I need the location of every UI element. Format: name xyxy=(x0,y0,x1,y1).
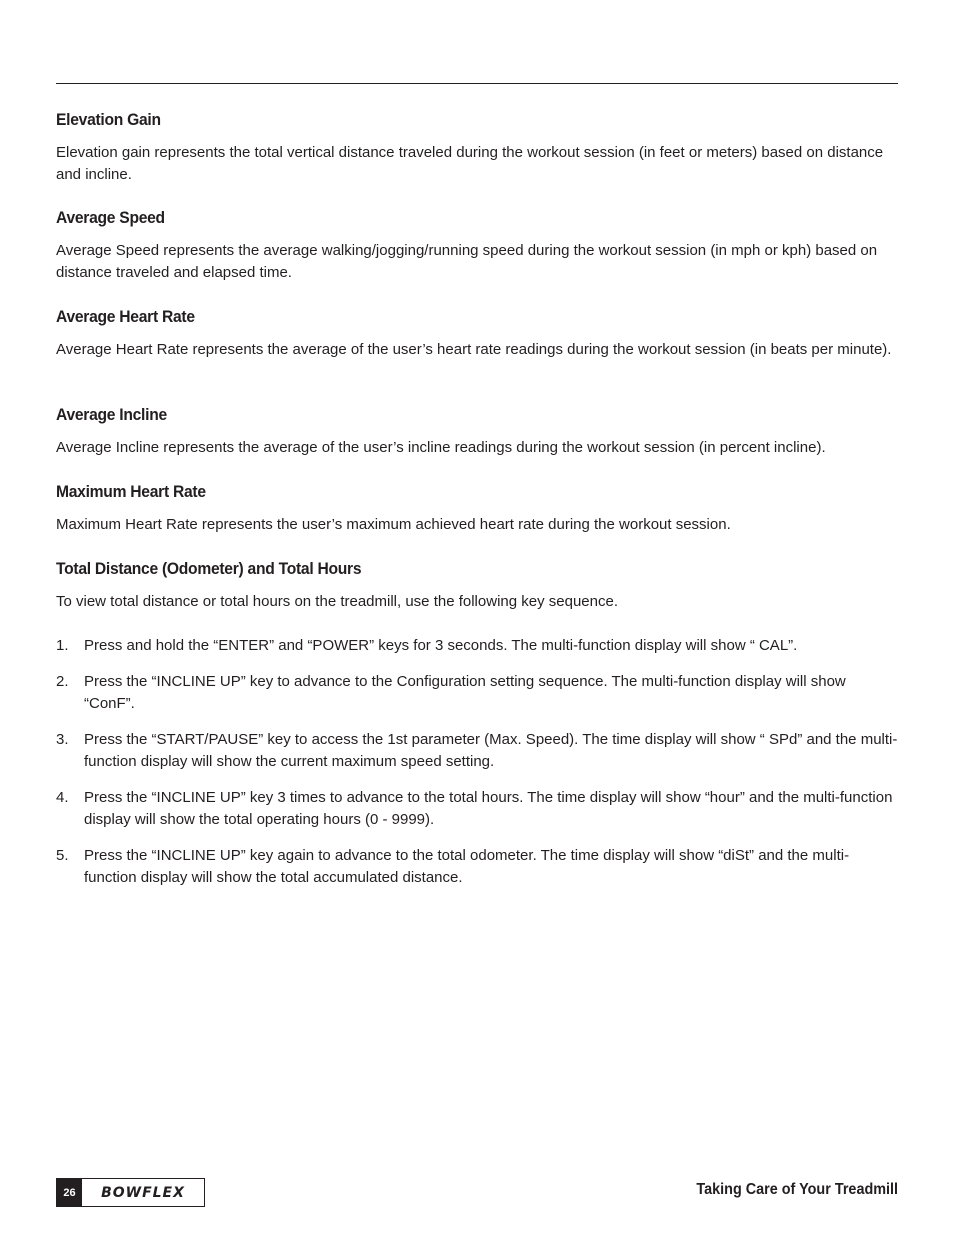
section-average-heart-rate xyxy=(56,307,898,361)
step-text: Press and hold the “ENTER” and “POWER” keys for 3 seconds. The multi-function display will show “ CAL”. xyxy=(84,637,798,654)
list-item xyxy=(56,787,898,831)
section-heading: Average Speed xyxy=(56,208,165,227)
step-text: Press the “INCLINE UP” key again to advance to the total odometer. The time display will show “diSt” and the multi-function display will show the total accumulated distance. xyxy=(84,847,850,886)
section-body: Elevation gain represents the total vertical distance traveled during the workout session (in feet or meters) based on distance and incline. xyxy=(56,144,884,183)
list-item xyxy=(56,729,898,773)
section-body: To view total distance or total hours on the treadmill, use the following key sequence. xyxy=(56,593,618,610)
key-sequence-list xyxy=(56,635,898,903)
step-text: Press the “START/PAUSE” key to access the 1st parameter (Max. Speed). The time display will show “ SPd” and the multi-function display will show the current maximum speed setting. xyxy=(84,731,898,770)
section-body: Average Speed represents the average walking/jogging/running speed during the workout session (in mph or kph) based on distance traveled and elapsed time. xyxy=(56,242,878,281)
section-body: Average Incline represents the average of the user’s incline readings during the workout session (in percent incline). xyxy=(56,439,826,456)
section-elevation-gain xyxy=(56,110,898,186)
section-total-distance xyxy=(56,559,898,613)
step-text: Press the “INCLINE UP” key to advance to the Configuration setting sequence. The multi-function display will show “ConF”. xyxy=(84,673,846,712)
section-body: Maximum Heart Rate represents the user’s maximum achieved heart rate during the workout session. xyxy=(56,516,731,533)
section-heading: Maximum Heart Rate xyxy=(56,482,206,501)
section-heading: Total Distance (Odometer) and Total Hours xyxy=(56,559,362,578)
step-number: 4. xyxy=(56,789,69,806)
section-heading: Average Incline xyxy=(56,405,167,424)
step-number: 2. xyxy=(56,673,69,690)
section-heading: Elevation Gain xyxy=(56,110,161,129)
step-number: 3. xyxy=(56,731,69,748)
bowflex-logo: BOWFLEX xyxy=(101,1184,185,1201)
footer-logo-box xyxy=(56,1178,205,1207)
section-average-speed xyxy=(56,208,898,284)
step-number: 5. xyxy=(56,847,69,864)
section-body: Average Heart Rate represents the average of the user’s heart rate readings during the workout session (in beats per minute). xyxy=(56,341,892,358)
step-text: Press the “INCLINE UP” key 3 times to advance to the total hours. The time display will show “hour” and the multi-function display will show the total operating hours (0 - 9999). xyxy=(84,789,893,828)
header-rule xyxy=(56,83,898,84)
section-maximum-heart-rate xyxy=(56,482,898,536)
list-item xyxy=(56,671,898,715)
page-number: 26 xyxy=(57,1179,82,1206)
list-item xyxy=(56,635,898,657)
section-heading: Average Heart Rate xyxy=(56,307,195,326)
footer-section-title: Taking Care of Your Treadmill xyxy=(696,1181,898,1198)
section-average-incline xyxy=(56,405,898,459)
list-item xyxy=(56,845,898,889)
step-number: 1. xyxy=(56,637,69,654)
